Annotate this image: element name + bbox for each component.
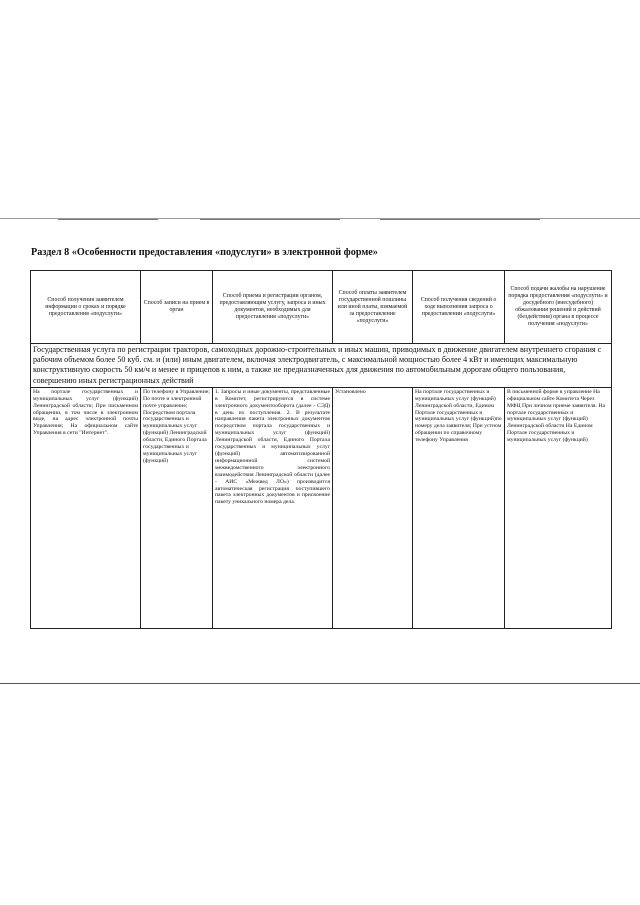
section-table xyxy=(30,270,612,629)
header-appointment-method: Способ записи на прием в орган xyxy=(141,271,213,344)
header-complaint-method: Способ подачи жалобы на нарушение порядка предоставления «подуслуги» и досудебного (внесудебного) обжалования решений и действий (бездействия) органа в процессе получения «подуслуги» xyxy=(505,271,612,344)
section-title: Раздел 8 «Особенности предоставления «подуслуги» в электронной форме» xyxy=(31,247,378,258)
table-header-row xyxy=(31,271,612,344)
table-row xyxy=(31,387,612,628)
header-request-intake-method: Способ приема и регистрации органом, предоставляющим услугу, запроса и иных документов, необходимых для предоставления «подуслуги» xyxy=(213,271,333,344)
cell-complaint-method: В письменной форме в управление На официальном сайте Комитета Через МФЦ При личном приеме заявителя. На портале государственных и муниципальных услуг (функций) Ленинградской области На Едином Портале государственных и муниципальных услуг (функций) xyxy=(505,387,612,628)
service-description-row xyxy=(31,344,612,388)
cell-request-intake-method: 1. Запросы и иные документы, представленные в Комитет, регистрируются в системе электронного документооборота (далее - СЭД) в день их поступления. 2. В результате направления пакета электронных документов посредством портала государственных и муниципальных услуг (функций) Ленинградской области, Единого Портала государственных и муниципальных услуг (функций) автоматизированной информационной системой межведомственного электронного взаимодействия Ленинградской области (далее - АИС «Межвед ЛО») производится автоматическая регистрация поступившего пакета электронных документов и присвоение пакету уникального номера дела. xyxy=(213,387,333,628)
service-description: Государственная услуга по регистрации тракторов, самоходных дорожно-строительных и иных машин, приводимых в движение двигателем внутреннего сгорания с рабочим объемом более 50 куб. см. и (или) иным двигателем, включая электродвигатель, с максимальной мощностью более 4 кВт и имеющих максимальную конструктивную скорость 50 км/ч и менее и прицепов к ним, а также не предназначенных для движения по автомобильным дорогам общего пользования, совершению иных регистрационных действий xyxy=(31,344,612,388)
scan-top-rule-segment xyxy=(380,219,540,220)
cell-info-method: На портале государственных и муниципальных услуг (функций) Ленинградской области; При письменном обращении, в том числе в электронном виде, на адрес электронной почты Управления; На официальном сайте Управления в сети "Интернет". xyxy=(31,387,141,628)
header-progress-info-method: Способ получения сведений о ходе выполнения запроса о предоставлении «подуслуги» xyxy=(413,271,505,344)
cell-fee-payment-method: Установлено xyxy=(333,387,413,628)
cell-progress-info-method: На портале государственных и муниципальных услуг (функций) Ленинградской области, Едином Портале государственных и муниципальных услуг (функций)по номеру дела заявителя; При устном обращении по справочному телефону Управления xyxy=(413,387,505,628)
header-info-method: Способ получения заявителем информации о сроках и порядке предоставления «подуслуги» xyxy=(31,271,141,344)
scan-bottom-rule xyxy=(0,683,640,684)
cell-appointment-method: По телефону в Управление; По почте и электронной почте управление; Посредством портала государственных и муниципальных услуг (функций) Ленинградской области, Единого Портала государственных и муниципальных услуг (функций) xyxy=(141,387,213,628)
header-fee-payment-method: Способ оплаты заявителем государственной пошлины или иной платы, взимаемой за предоставление «подуслуги» xyxy=(333,271,413,344)
scan-top-rule-segment xyxy=(58,219,158,220)
scan-top-rule-segment xyxy=(200,219,340,220)
